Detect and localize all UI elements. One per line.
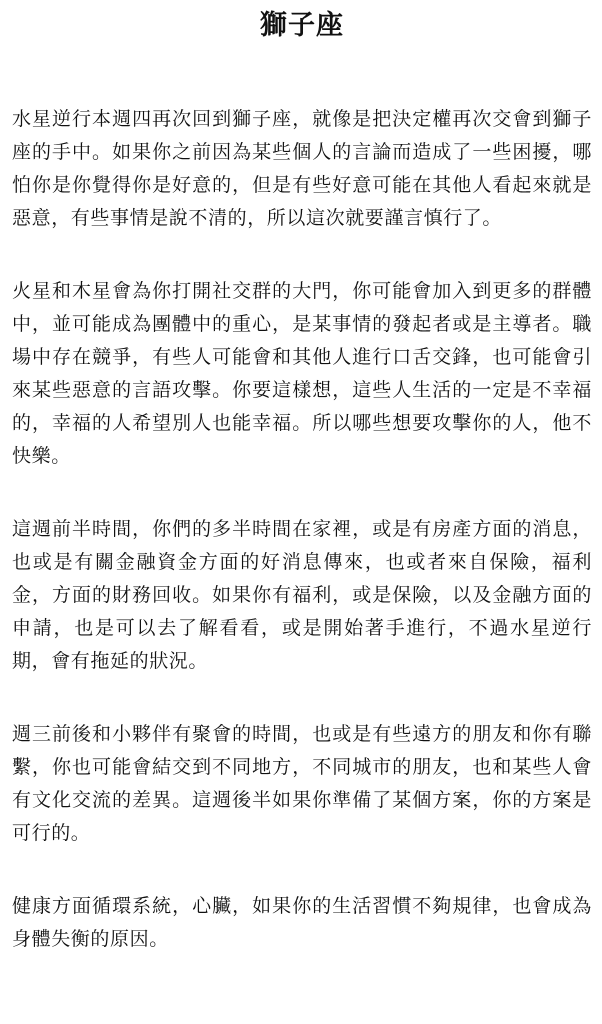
paragraph-home-finance: 這週前半時間，你們的多半時間在家裡，或是有房產方面的消息，也或是有關金融資金方面的好消息傳來，也或者來自保險，福利金，方面的財務回收。如果你有福利，或是保險，以及金融方面的申請，也是可以去了解看看，或是開始著手進行，不過水星逆行期，會有拖延的狀況。 <box>12 518 592 672</box>
paragraph-friends: 週三前後和小夥伴有聚會的時間，也或是有些遠方的朋友和你有聯繫，你也可能會結交到不同地方，不同城市的朋友，也和某些人會有文化交流的差異。這週後半如果你準備了某個方案，你的方案是可行的。 <box>12 723 592 844</box>
paragraph-health: 健康方面循環系統，心臟，如果你的生活習慣不夠規律，也會成為身體失衡的原因。 <box>12 895 592 950</box>
page-title: 獅子座 <box>260 10 344 41</box>
paragraph-social: 火星和木星會為你打開社交群的大門，你可能會加入到更多的群體中，並可能成為團體中的重心，是某事情的發起者或是主導者。職場中存在競爭，有些人可能會和其他人進行口舌交鋒，也可能會引來某些惡意的言語攻擊。你要這樣想，這些人生活的一定是不幸福的，幸福的人希望別人也能幸福。所以哪些想要攻擊你的人，他不快樂。 <box>12 280 592 467</box>
paragraph-mercury: 水星逆行本週四再次回到獅子座，就像是把決定權再次交會到獅子座的手中。如果你之前因為某些個人的言論而造成了一些困擾，哪怕你是你覺得你是好意的，但是有些好意可能在其他人看起來就是惡意，有些事情是說不清的，所以這次就要謹言慎行了。 <box>12 108 592 229</box>
article-body <box>12 103 592 956</box>
